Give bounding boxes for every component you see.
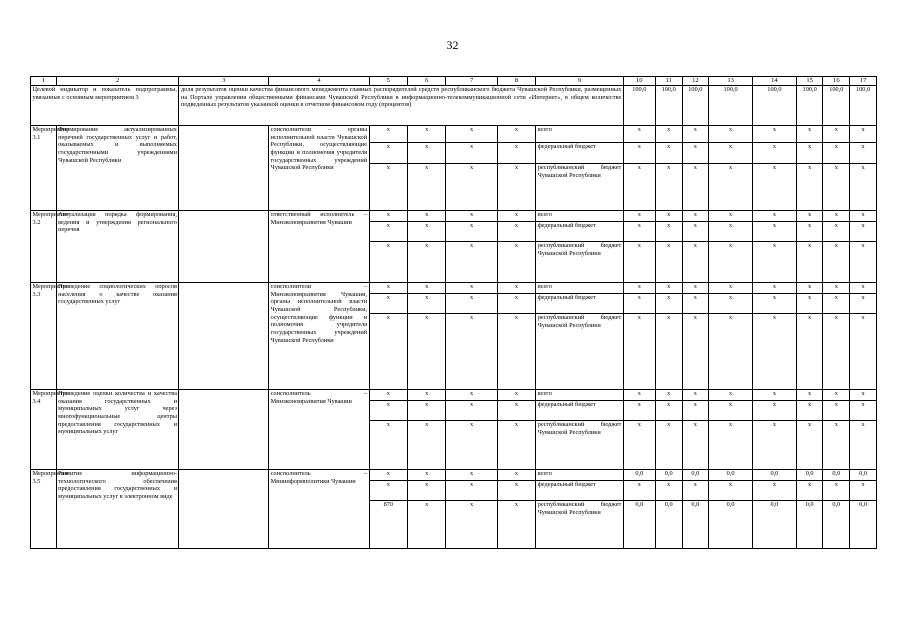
budget-code-cell: x [446,314,497,390]
budget-code-cell: x [369,421,407,470]
column-number-row [31,77,877,86]
funding-value: x [850,390,877,401]
funding-value: x [823,401,850,421]
budget-code-cell: x [369,164,407,211]
budget-code-cell: x [446,421,497,470]
funding-source: федеральный бюджет [536,401,624,421]
column-number: 5 [369,77,407,86]
budget-code-cell: x [408,501,446,549]
funding-source: всего [536,470,624,481]
funding-value: x [623,126,655,143]
funding-value: x [823,126,850,143]
indicator-value: 100,0 [850,86,877,126]
measure-id: Мероприятие 3.4 [31,390,57,470]
indicator-text: доля результатов оценки качества финансового менеджмента главных распорядителей средств республиканского бюджета Чувашской Республики, размещенных на Портале управления общественными финансами Чувашской Республики в информационно-телекоммуникационной сети «Интернет», в общем количестве подведенных результатов указанной оценки в отчетном финансовом году (процентов) [179,86,623,126]
funding-value: x [709,314,753,390]
budget-code-cell: x [446,242,497,283]
measure-row [31,470,877,481]
budget-code-cell: x [497,470,535,481]
funding-value: x [709,283,753,294]
column-number: 10 [623,77,655,86]
funding-value: 0,0 [709,501,753,549]
budget-code-cell: x [446,294,497,314]
column-number: 4 [269,77,369,86]
budget-code-cell: x [408,401,446,421]
funding-value: x [623,421,655,470]
funding-value: x [823,242,850,283]
budget-code-cell: x [446,390,497,401]
funding-value: x [850,481,877,501]
funding-value: x [655,211,682,222]
measure-id: Мероприятие 3.1 [31,126,57,211]
budget-code-cell: x [497,421,535,470]
funding-value: x [753,314,797,390]
funding-value: x [709,164,753,211]
funding-value: x [823,314,850,390]
funding-value: x [709,222,753,242]
funding-value: x [796,401,823,421]
measure-title: Проведение оценки количества и качества оказания государственных и муниципальных услуг через многофункциональные центры предоставления государственных и муниципальных услуг [56,390,179,470]
funding-value: x [623,222,655,242]
empty-cell [179,211,269,283]
funding-value: x [682,242,709,283]
budget-code-cell: x [497,242,535,283]
funding-value: x [709,211,753,222]
budget-code-cell: x [497,314,535,390]
funding-value: x [623,401,655,421]
page-number: 32 [446,38,459,52]
budget-code-cell: x [497,211,535,222]
indicator-value: 100,0 [623,86,655,126]
budget-code-cell: x [408,421,446,470]
budget-code-cell: x [446,164,497,211]
funding-value: x [623,314,655,390]
funding-value: x [823,222,850,242]
indicator-value: 100,0 [823,86,850,126]
column-number: 2 [56,77,179,86]
funding-value: x [655,390,682,401]
funding-value: 0,0 [850,501,877,549]
funding-value: x [623,143,655,164]
indicator-value: 100,0 [796,86,823,126]
funding-value: x [753,283,797,294]
column-number: 9 [536,77,624,86]
budget-code-cell: x [497,501,535,549]
funding-value: x [850,143,877,164]
funding-source: федеральный бюджет [536,222,624,242]
funding-value: 0,0 [682,501,709,549]
funding-value: x [682,481,709,501]
indicator-value: 100,0 [709,86,753,126]
funding-source: республиканский бюджет Чувашской Республики [536,501,624,549]
column-number: 8 [497,77,535,86]
budget-code-cell: x [369,294,407,314]
funding-value: 0,0 [623,501,655,549]
funding-value: x [796,164,823,211]
budget-code-cell: x [446,211,497,222]
funding-value: x [682,283,709,294]
budget-code-cell: x [446,470,497,481]
column-number: 14 [753,77,797,86]
funding-value: x [850,314,877,390]
funding-value: x [623,242,655,283]
funding-value: x [796,211,823,222]
empty-cell [179,126,269,211]
funding-source: всего [536,211,624,222]
funding-value: 0,0 [796,501,823,549]
column-number: 13 [709,77,753,86]
measure-title: Развитие информационно-технологического обеспечения предоставления государственных и муниципальных услуг в электронном виде [56,470,179,549]
budget-code-cell: x [408,294,446,314]
funding-value: x [796,390,823,401]
funding-value: 0,0 [753,501,797,549]
budget-code-cell: x [408,211,446,222]
funding-value: x [655,222,682,242]
funding-value: 0,0 [655,470,682,481]
funding-value: x [796,283,823,294]
funding-value: x [753,222,797,242]
funding-value: x [623,294,655,314]
indicator-value: 100,0 [682,86,709,126]
funding-value: 0,0 [709,470,753,481]
funding-value: x [753,143,797,164]
funding-value: x [655,164,682,211]
measure-title: Проведение социологических опросов населения о качестве оказания государственных услуг [56,283,179,390]
column-number: 16 [823,77,850,86]
measure-responsible: ответственный исполнитель – Минэкономразвития Чувашии [269,211,369,283]
budget-code-cell: 870 [369,501,407,549]
funding-value: x [796,314,823,390]
funding-value: 0,0 [823,501,850,549]
funding-value: x [682,222,709,242]
measure-row [31,126,877,143]
budget-code-cell: x [497,164,535,211]
funding-value: x [823,390,850,401]
column-number: 17 [850,77,877,86]
funding-value: x [682,164,709,211]
budget-code-cell: x [408,390,446,401]
funding-source: федеральный бюджет [536,294,624,314]
funding-value: x [753,126,797,143]
budget-code-cell: x [408,222,446,242]
budget-code-cell: x [446,143,497,164]
funding-source: всего [536,283,624,294]
funding-value: x [682,211,709,222]
funding-value: x [623,211,655,222]
budget-code-cell: x [497,222,535,242]
indicator-value: 100,0 [753,86,797,126]
funding-value: x [682,390,709,401]
empty-cell [179,470,269,549]
funding-value: x [796,126,823,143]
funding-value: x [823,143,850,164]
funding-value: x [709,126,753,143]
funding-value: x [623,164,655,211]
funding-value: x [850,222,877,242]
funding-value: x [655,421,682,470]
budget-code-cell: x [408,470,446,481]
column-number: 11 [655,77,682,86]
funding-value: x [682,421,709,470]
budget-code-cell: x [446,126,497,143]
funding-value: x [850,164,877,211]
funding-value: x [709,401,753,421]
indicator-label: Целевой индикатор и показатель подпрограммы, увязанные с основным мероприятием 3 [31,86,179,126]
column-number: 12 [682,77,709,86]
empty-cell [179,390,269,470]
funding-value: x [823,294,850,314]
budget-code-cell: x [497,294,535,314]
funding-value: x [796,143,823,164]
funding-value: x [850,242,877,283]
funding-value: x [655,126,682,143]
funding-value: x [823,481,850,501]
budget-code-cell: x [408,481,446,501]
funding-value: x [850,294,877,314]
budget-code-cell: x [497,481,535,501]
column-number: 7 [446,77,497,86]
funding-value: 0,0 [682,470,709,481]
funding-value: x [796,242,823,283]
measure-row [31,390,877,401]
measure-title: Актуализация порядка формирования, ведения и утверждения регионального перечня [56,211,179,283]
indicator-value: 100,0 [655,86,682,126]
funding-value: x [682,126,709,143]
measure-title: Формирование актуализированных перечней государственных услуг и работ, оказываемых и выполняемых государственными учреждениями Чувашской Республики [56,126,179,211]
funding-value: x [753,211,797,222]
budget-code-cell: x [408,164,446,211]
funding-value: x [796,294,823,314]
funding-value: x [655,143,682,164]
measure-responsible: соисполнитель – Минэкономразвития Чувашии [269,390,369,470]
funding-value: x [709,481,753,501]
funding-value: 0,0 [823,470,850,481]
measure-row [31,283,877,294]
funding-source: республиканский бюджет Чувашской Республики [536,242,624,283]
funding-value: x [823,164,850,211]
budget-code-cell: x [369,283,407,294]
measure-id: Мероприятие 3.2 [31,211,57,283]
funding-value: x [655,481,682,501]
funding-value: x [682,294,709,314]
budget-code-cell: x [497,143,535,164]
funding-value: 0,0 [655,501,682,549]
funding-value: x [623,390,655,401]
funding-value: x [753,294,797,314]
funding-source: всего [536,390,624,401]
budget-code-cell: x [408,143,446,164]
measure-id: Мероприятие 3.5 [31,470,57,549]
funding-value: x [850,421,877,470]
budget-code-cell: x [369,401,407,421]
funding-value: x [796,421,823,470]
funding-value: x [709,143,753,164]
funding-value: x [796,481,823,501]
column-number: 6 [408,77,446,86]
funding-value: x [850,401,877,421]
funding-value: x [850,283,877,294]
budget-code-cell: x [446,401,497,421]
budget-code-cell: x [369,481,407,501]
funding-value: 0,0 [850,470,877,481]
funding-source: республиканский бюджет Чувашской Республики [536,314,624,390]
funding-value: x [682,143,709,164]
funding-value: x [655,401,682,421]
funding-value: x [709,390,753,401]
funding-value: x [655,242,682,283]
measure-responsible: соисполнители – Минэкономразвития Чувашии, органы исполнительной власти Чувашской Республики, осуществляющие функции и полномочия учредителя государственных учреждений Чувашской Республики [269,283,369,390]
budget-code-cell: x [497,390,535,401]
budget-code-cell: x [369,143,407,164]
budget-code-cell: x [369,126,407,143]
column-number: 1 [31,77,57,86]
funding-value: x [823,421,850,470]
funding-value: x [623,481,655,501]
budget-code-cell: x [369,390,407,401]
empty-cell [179,283,269,390]
column-number: 15 [796,77,823,86]
budget-code-cell: x [369,314,407,390]
funding-value: x [682,401,709,421]
funding-value: x [655,314,682,390]
indicator-row [31,86,877,126]
funding-value: x [850,211,877,222]
measure-responsible: соисполнители – органы исполнительной власти Чувашской Республики, осуществляющие функции и полномочия учредителя государственных учреждений Чувашской Республики [269,126,369,211]
budget-code-cell: x [369,211,407,222]
funding-value: x [655,294,682,314]
budget-code-cell: x [408,126,446,143]
budget-code-cell: x [408,283,446,294]
funding-value: x [623,283,655,294]
funding-value: x [753,164,797,211]
funding-value: x [850,126,877,143]
budget-code-cell: x [369,222,407,242]
budget-table [30,76,877,549]
budget-code-cell: x [446,283,497,294]
measure-responsible: соисполнитель – Мининформполитики Чувашии [269,470,369,549]
funding-value: x [682,314,709,390]
budget-code-cell: x [497,401,535,421]
budget-code-cell: x [497,126,535,143]
funding-source: республиканский бюджет Чувашской Республики [536,421,624,470]
funding-source: федеральный бюджет [536,481,624,501]
funding-value: 0,0 [753,470,797,481]
budget-code-cell: x [408,314,446,390]
budget-code-cell: x [446,501,497,549]
funding-value: x [753,481,797,501]
budget-code-cell: x [446,481,497,501]
column-number: 3 [179,77,269,86]
funding-value: x [753,242,797,283]
budget-code-cell: x [497,283,535,294]
funding-value: 0,0 [623,470,655,481]
funding-value: x [823,211,850,222]
funding-value: x [709,421,753,470]
funding-value: x [709,242,753,283]
funding-value: x [753,401,797,421]
funding-value: x [796,222,823,242]
budget-code-cell: x [408,242,446,283]
funding-source: всего [536,126,624,143]
funding-value: x [753,421,797,470]
funding-value: 0,0 [796,470,823,481]
budget-code-cell: x [369,470,407,481]
budget-code-cell: x [446,222,497,242]
budget-code-cell: x [369,242,407,283]
measure-id: Мероприятие 3.3 [31,283,57,390]
funding-value: x [823,283,850,294]
funding-source: федеральный бюджет [536,143,624,164]
funding-value: x [753,390,797,401]
measure-row [31,211,877,222]
funding-source: республиканский бюджет Чувашской Республики [536,164,624,211]
funding-value: x [709,294,753,314]
funding-value: x [655,283,682,294]
